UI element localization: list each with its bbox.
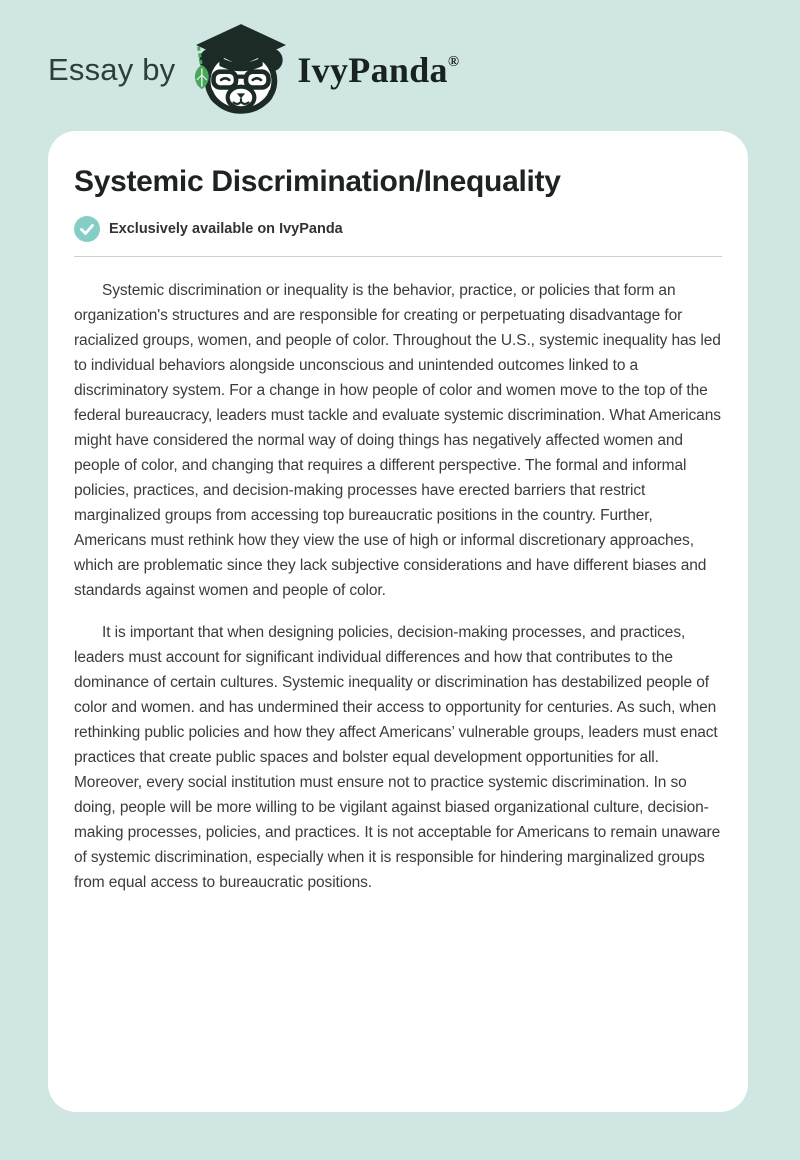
essay-by-label: Essay by — [48, 51, 176, 87]
page-title: Systemic Discrimination/Inequality — [74, 165, 561, 198]
registered-trademark: ® — [447, 53, 460, 70]
ivypanda-panda-logo-icon — [191, 23, 291, 117]
page-header — [0, 0, 800, 131]
essay-body — [74, 278, 722, 895]
availability-badge — [74, 216, 722, 242]
essay-paragraph: It is important that when designing policies, decision-making processes, and practices, leaders must account for significant individual differences and how that contributes to the dominance of certain cultures. Systemic inequality or discrimination has destabilized people of color and women. and has undermined their access to opportunity for centuries. As such, when rethinking public policies and how they affect Americans’ vulnerable groups, leaders must enact practices that create public spaces and bolster equal development opportunities for all. Moreover, every social institution must ensure not to practice systemic discrimination. In so doing, people will be more willing to be vigilant against biased organizational culture, decision-making processes, policies, and practices. It is not acceptable for Americans to remain unaware of systemic discrimination, especially when it is responsible for hindering marginalized groups from equal access to bureaucratic positions. — [74, 624, 721, 891]
availability-badge-label: Exclusively available on IvyPanda — [109, 221, 343, 237]
brand-name: IvyPanda® — [297, 49, 460, 90]
checkmark-circle-icon — [74, 216, 100, 242]
essay-card — [48, 131, 748, 1112]
essay-paragraph: Systemic discrimination or inequality is the behavior, practice, or policies that form an organization's structures and are responsible for creating or perpetuating disadvantage for racialized groups, women, and people of color. Throughout the U.S., systemic inequality has led to individual behaviors alongside unconscious and unintended outcomes linked to a discriminatory system. For a change in how people of color and women move to the top of the federal bureaucracy, leaders must tackle and evaluate systemic discrimination. What Americans might have considered the normal way of doing things has negatively affected women and people of color, and changing that requires a different perspective. The formal and informal policies, practices, and decision-making processes have erected barriers that restrict marginalized groups from accessing top bureaucratic positions in the country. Further, Americans must rethink how they view the use of high or informal discretionary approaches, which are problematic since they lack subjective considerations and have different biases and standards against women and people of color. — [74, 282, 721, 599]
divider — [74, 256, 722, 257]
